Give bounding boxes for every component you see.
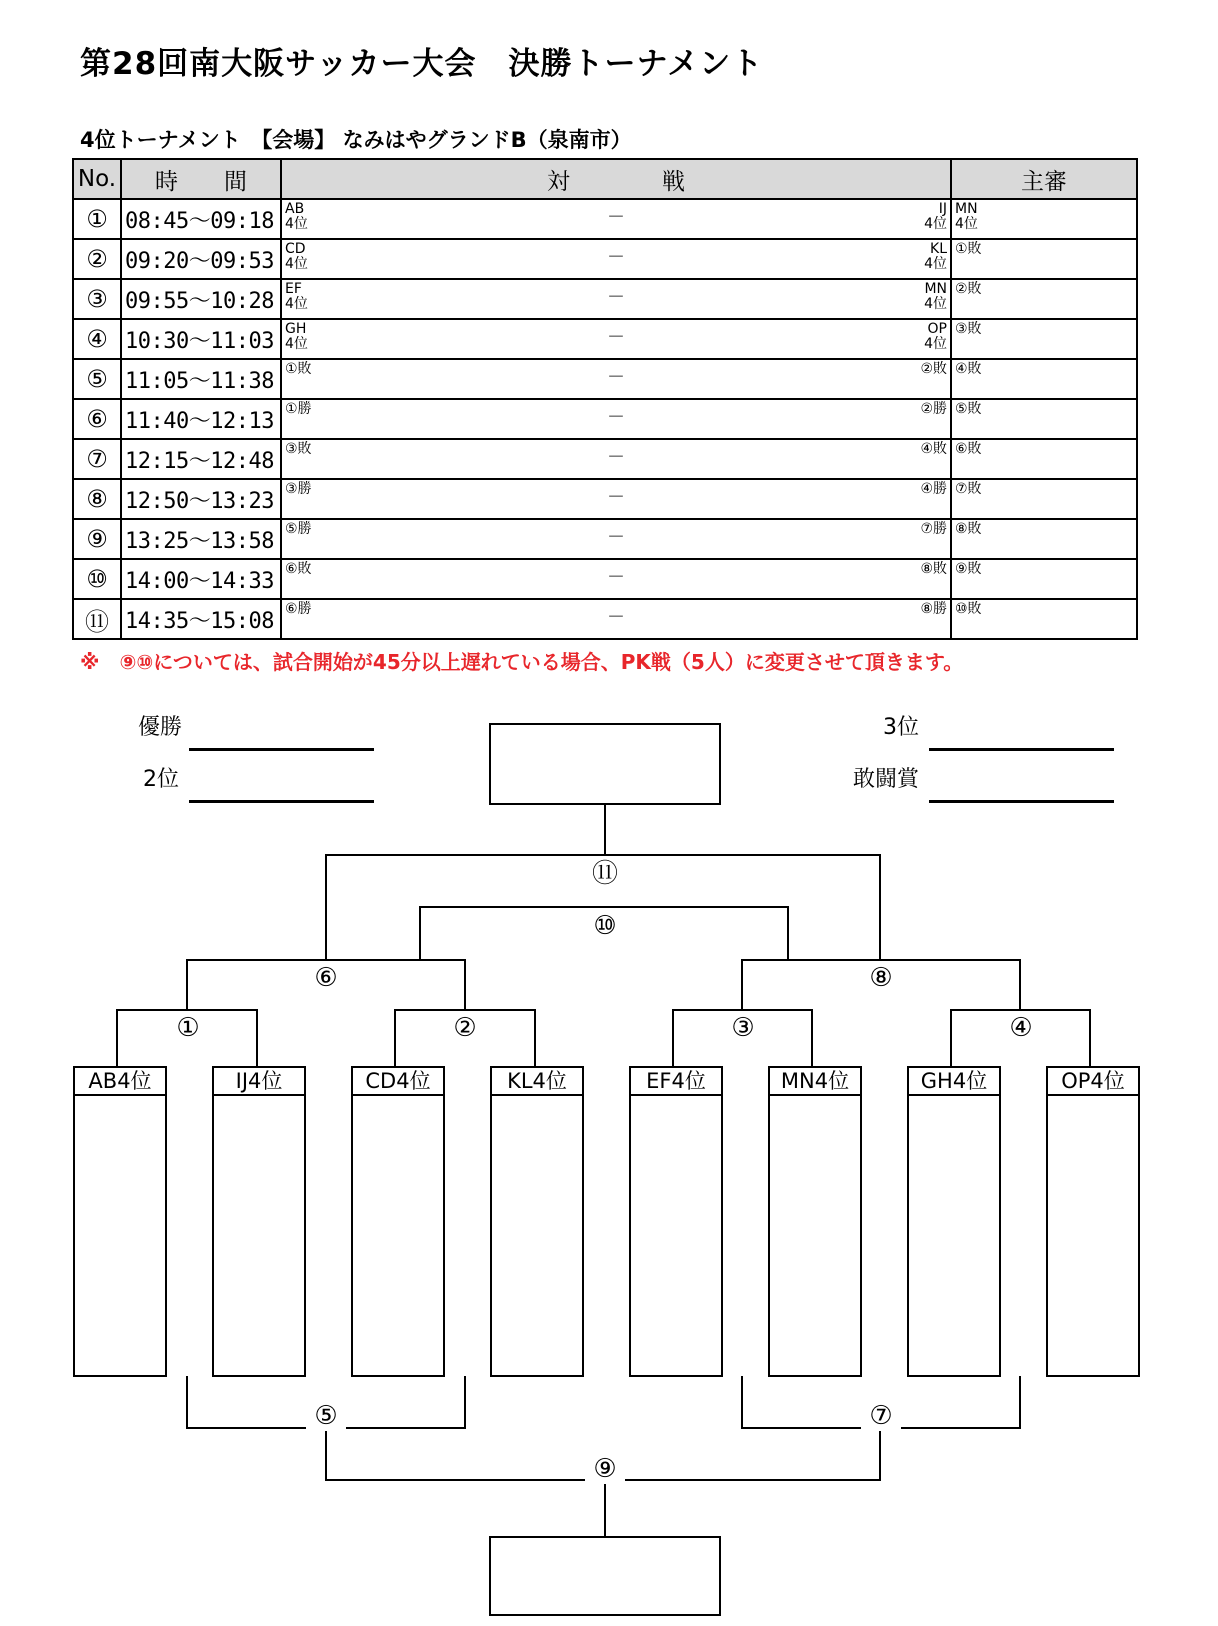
right-team: MN 4位 xyxy=(924,281,947,312)
team-box xyxy=(768,1066,862,1377)
referee: MN 4位 xyxy=(955,201,978,232)
match-number: ⑤ xyxy=(73,359,121,399)
match-time: 08:45～09:18 xyxy=(121,199,281,239)
left-team: ⑥勝 xyxy=(285,601,312,617)
header-no: No. xyxy=(73,159,121,199)
referee: ⑥敗 xyxy=(955,441,982,457)
versus-dash: － xyxy=(607,287,625,308)
header-time: 時 間 xyxy=(121,159,281,199)
round-label-9: ⑨ xyxy=(585,1454,625,1484)
round-label-4: ④ xyxy=(1001,1013,1041,1043)
header-match: 対 戦 xyxy=(281,159,951,199)
left-team: CD 4位 xyxy=(285,241,308,272)
match-number: ② xyxy=(73,239,121,279)
team-name: EF4位 xyxy=(631,1068,721,1096)
referee: ⑧敗 xyxy=(955,521,982,537)
team-box xyxy=(351,1066,445,1377)
left-team: AB 4位 xyxy=(285,201,308,232)
match-time: 14:00～14:33 xyxy=(121,559,281,599)
round-label-11: ⑪ xyxy=(585,859,625,889)
referee: ③敗 xyxy=(955,321,982,337)
match-number: ③ xyxy=(73,279,121,319)
round-label-7: ⑦ xyxy=(861,1401,901,1431)
left-team: ①勝 xyxy=(285,401,312,417)
left-team: ③敗 xyxy=(285,441,312,457)
left-team: ⑤勝 xyxy=(285,521,312,537)
match-time: 12:15～12:48 xyxy=(121,439,281,479)
match-number: ① xyxy=(73,199,121,239)
match-time: 11:05～11:38 xyxy=(121,359,281,399)
versus-dash: － xyxy=(607,607,625,628)
team-name: OP4位 xyxy=(1048,1068,1138,1096)
match-time: 09:55～10:28 xyxy=(121,279,281,319)
match-time: 10:30～11:03 xyxy=(121,319,281,359)
team-box xyxy=(490,1066,584,1377)
right-team: ④敗 xyxy=(920,441,947,457)
team-box xyxy=(1046,1066,1140,1377)
match-time: 14:35～15:08 xyxy=(121,599,281,639)
right-team: KL 4位 xyxy=(924,241,947,272)
referee: ①敗 xyxy=(955,241,982,257)
match-number: ④ xyxy=(73,319,121,359)
right-team: ⑦勝 xyxy=(920,521,947,537)
left-team: ③勝 xyxy=(285,481,312,497)
right-team: OP 4位 xyxy=(924,321,947,352)
referee: ④敗 xyxy=(955,361,982,377)
left-team: ①敗 xyxy=(285,361,312,377)
right-team: ⑧敗 xyxy=(920,561,947,577)
match-number: ⑨ xyxy=(73,519,121,559)
match-number: ⑥ xyxy=(73,399,121,439)
team-name: MN4位 xyxy=(770,1068,860,1096)
versus-dash: － xyxy=(607,207,625,228)
versus-dash: － xyxy=(607,367,625,388)
right-team: ⑧勝 xyxy=(920,601,947,617)
right-team: ②敗 xyxy=(920,361,947,377)
winner-label: 優勝 xyxy=(138,715,183,740)
fighting-spirit-label: 敢闘賞 xyxy=(853,767,920,792)
versus-dash: － xyxy=(607,407,625,428)
team-box xyxy=(907,1066,1001,1377)
round-label-1: ① xyxy=(168,1013,208,1043)
versus-dash: － xyxy=(607,327,625,348)
left-team: EF 4位 xyxy=(285,281,308,312)
team-box xyxy=(73,1066,167,1377)
referee: ⑩敗 xyxy=(955,601,982,617)
referee: ⑦敗 xyxy=(955,481,982,497)
referee: ⑨敗 xyxy=(955,561,982,577)
venue-subtitle: 4位トーナメント 【会場】 なみはやグランドB（泉南市） xyxy=(80,128,632,152)
match-time: 11:40～12:13 xyxy=(121,399,281,439)
right-team: ②勝 xyxy=(920,401,947,417)
right-team: IJ 4位 xyxy=(924,201,947,232)
match-time: 12:50～13:23 xyxy=(121,479,281,519)
team-box xyxy=(629,1066,723,1377)
referee: ⑤敗 xyxy=(955,401,982,417)
right-team: ④勝 xyxy=(920,481,947,497)
versus-dash: － xyxy=(607,447,625,468)
team-name: KL4位 xyxy=(492,1068,582,1096)
page-title: 第28回南大阪サッカー大会 決勝トーナメント xyxy=(80,46,764,82)
team-box xyxy=(212,1066,306,1377)
left-team: ⑥敗 xyxy=(285,561,312,577)
versus-dash: － xyxy=(607,487,625,508)
header-referee: 主審 xyxy=(951,159,1137,199)
third-label: 3位 xyxy=(883,715,919,740)
match-number: ⑪ xyxy=(73,599,121,639)
referee: ②敗 xyxy=(955,281,982,297)
versus-dash: － xyxy=(607,527,625,548)
versus-dash: － xyxy=(607,567,625,588)
match-number: ⑧ xyxy=(73,479,121,519)
round-label-8: ⑧ xyxy=(861,963,901,993)
team-name: CD4位 xyxy=(353,1068,443,1096)
match-time: 13:25～13:58 xyxy=(121,519,281,559)
match-number: ⑦ xyxy=(73,439,121,479)
round-label-6: ⑥ xyxy=(306,963,346,993)
versus-dash: － xyxy=(607,247,625,268)
match-number: ⑩ xyxy=(73,559,121,599)
team-name: GH4位 xyxy=(909,1068,999,1096)
pk-note: ※ ⑨⑩については、試合開始が45分以上遅れている場合、PK戦（5人）に変更させて頂きます。 xyxy=(80,650,964,674)
round-label-2: ② xyxy=(445,1013,485,1043)
round-label-5: ⑤ xyxy=(306,1401,346,1431)
second-label: 2位 xyxy=(143,767,179,792)
match-time: 09:20～09:53 xyxy=(121,239,281,279)
round-label-10: ⑩ xyxy=(585,911,625,941)
left-team: GH 4位 xyxy=(285,321,308,352)
team-name: AB4位 xyxy=(75,1068,165,1096)
round-label-3: ③ xyxy=(723,1013,763,1043)
team-name: IJ4位 xyxy=(214,1068,304,1096)
